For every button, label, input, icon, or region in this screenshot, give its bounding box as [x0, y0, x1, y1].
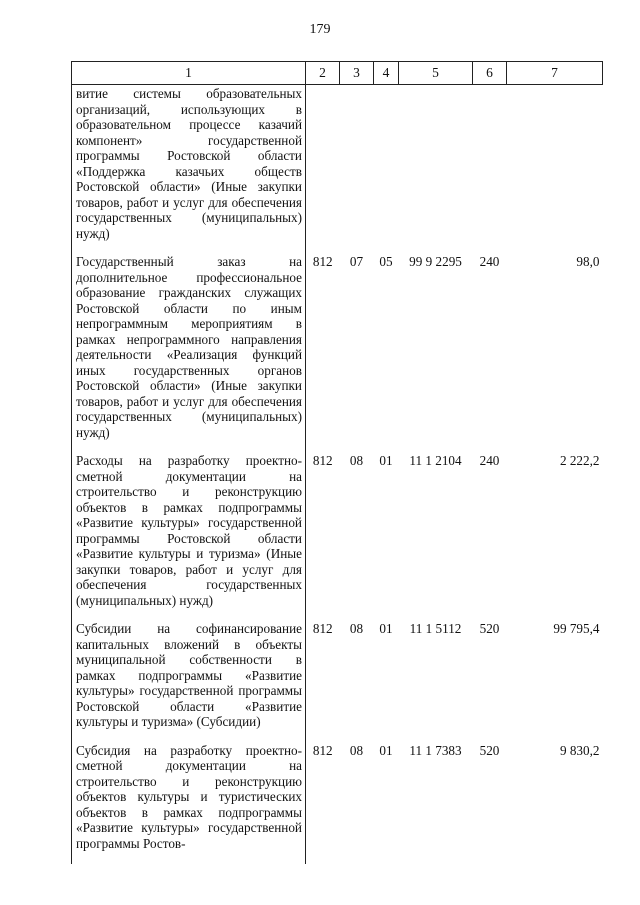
ministry-code: 812 — [312, 453, 333, 468]
table-header-row — [72, 62, 603, 85]
table-row — [72, 254, 603, 453]
column-header: 4 — [374, 62, 399, 85]
subsection-code: 01 — [379, 621, 393, 636]
column-header: 3 — [340, 62, 374, 85]
column-header: 5 — [399, 62, 473, 85]
ministry-code: 812 — [312, 742, 333, 758]
expense-type-code: 240 — [479, 453, 500, 468]
ministry-code: 812 — [312, 621, 333, 636]
target-code: 11 1 2104 — [409, 453, 462, 468]
amount: 9 830,2 — [559, 742, 600, 758]
expense-type-code: 520 — [479, 742, 500, 758]
section-code: 08 — [349, 742, 364, 758]
expense-name: витие системы образовательных организаций, использующих в образовательном процессе казачий компонент» государственной программы Ростовской области «Поддержка казачьих обществ Ростовской области» (Иные закупки товаров, работ и услуг для обеспечения государственных (муниципальных) нужд) — [72, 85, 306, 255]
section-code: 07 — [349, 254, 364, 269]
section-code — [340, 85, 374, 255]
target-code: 11 1 5112 — [409, 621, 462, 636]
column-header: 7 — [507, 62, 603, 85]
subsection-code: 01 — [379, 453, 393, 468]
target-code: 99 9 2295 — [409, 254, 462, 269]
expense-type-code: 520 — [479, 621, 500, 636]
subsection-code: 01 — [379, 742, 393, 758]
page-number: 179 — [309, 22, 331, 37]
expense-type-code: 240 — [479, 254, 500, 269]
amount: 2 222,2 — [559, 453, 600, 468]
amount — [507, 85, 603, 255]
ministry-code: 812 — [312, 254, 333, 269]
table-row — [72, 85, 603, 255]
column-header: 1 — [72, 62, 306, 85]
table-row — [72, 621, 603, 743]
expense-name: Субсидия на разработку проектно-сметной документации на строительство и реконструкцию объектов культуры и туристических объектов в рамках подпрограммы «Развитие культуры» государственной программы Ростов- — [72, 743, 306, 865]
expense-type-code — [473, 85, 507, 255]
target-code: 11 1 7383 — [409, 742, 462, 758]
expense-name: Расходы на разработку проектно-сметной документации на строительство и реконструкцию объектов в рамках подпрограммы «Развитие культуры» государственной программы Ростовской области «Развитие культуры и туризма» (Иные закупки товаров, работ и услуг для обеспечения государственных (муниципальных) нужд) — [72, 453, 306, 621]
budget-table — [71, 61, 603, 864]
expense-name: Субсидии на софинансирование капитальных вложений в объекты муниципальной собственности в рамках подпрограммы «Развитие культуры» государственной программы Ростовской области «Развитие культуры и туризма» (Субсидии) — [72, 621, 306, 743]
section-code: 08 — [349, 453, 364, 468]
amount: 99 795,4 — [553, 621, 600, 636]
expense-name: Государственный заказ на дополнительное профессиональное образование гражданских служащих Ростовской области по иным непрограммным мероприятиям в рамках непрограммного направления деятельности «Реализация функций иных государственных органов Ростовской области» (Иные закупки товаров, работ и услуг для обеспечения государственных (муниципальных) нужд) — [72, 254, 306, 453]
column-header: 6 — [473, 62, 507, 85]
section-code: 08 — [349, 621, 364, 636]
subsection-code — [374, 85, 399, 255]
amount: 98,0 — [576, 254, 600, 269]
ministry-code — [306, 85, 340, 255]
target-code — [399, 85, 473, 255]
table-row — [72, 743, 603, 865]
column-header: 2 — [306, 62, 340, 85]
table-row — [72, 453, 603, 621]
subsection-code: 05 — [379, 254, 393, 269]
